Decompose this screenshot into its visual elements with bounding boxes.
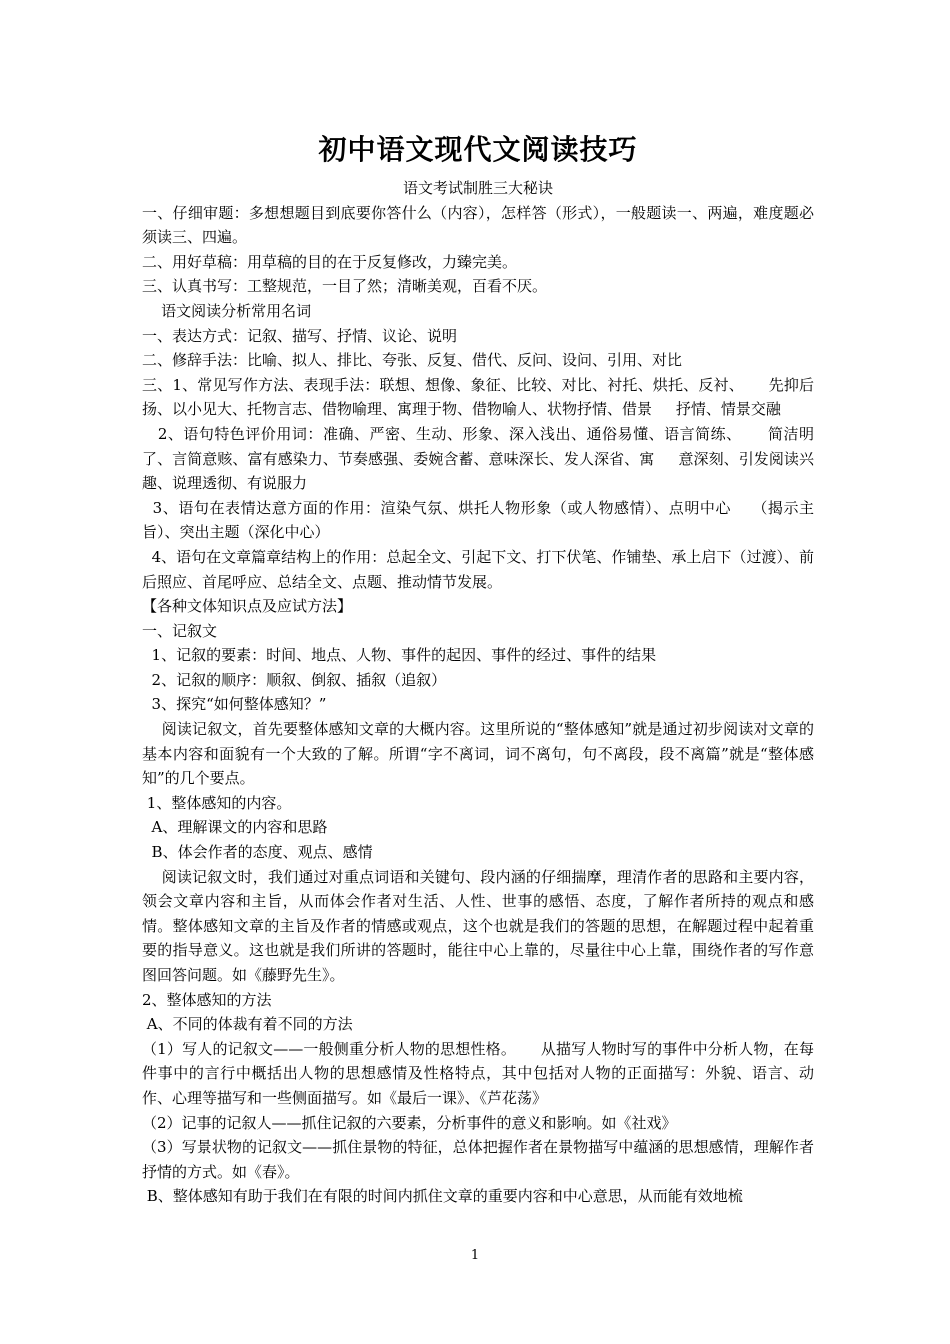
paragraph: （1）写人的记叙文——一般侧重分析人物的思想性格。 从描写人物时写的事件中分析人物，在每件事中的言行中概括出人物的思想感情及性格特点，其中包括对人物的正面描写：外貌、语言、动作、心理等描写和一些侧面描写。如《最后一课》、《芦花荡》: [142, 1039, 814, 1107]
page-number: 1: [470, 1248, 480, 1263]
paragraph: （3）写景状物的记叙文——抓住景物的特征，总体把握作者在景物描写中蕴涵的思想感情，理解作者抒情的方式。如《春》。: [142, 1138, 814, 1181]
paragraph: 阅读记叙文时，我们通过对重点词语和关键句、段内涵的仔细揣摩，理清作者的思路和主要内容，领会文章内容和主旨，从而体会作者对生活、人性、世事的感悟、态度，了解作者所持的观点和感情。整体感知文章的主旨及作者的情感或观点，这个也就是我们的答题的思想，在解题过程中起着重要的指导意义。这也就是我们所讲的答题时，能往中心上靠的，尽量往中心上靠，围绕作者的写作意图回答问题。如《藤野先生》。: [142, 867, 814, 984]
paragraph: 2、整体感知的方法: [142, 990, 272, 1009]
paragraph: 1、记叙的要素：时间、地点、人物、事件的起因、事件的经过、事件的结果: [142, 646, 657, 665]
paragraph: 3、语句在表情达意方面的作用：渲染气氛、烘托人物形象（或人物感情）、点明中心 （揭示主旨）、突出主题（深化中心）: [142, 498, 814, 542]
paragraph: 2、语句特色评价用词：准确、严密、生动、形象、深入浅出、通俗易懂、语言简练、 简洁明了、言简意赅、富有感染力、节奏感强、委婉含蓄、意味深长、发人深省、寓 意深刻、引发阅读兴趣、说理透彻、有说服力: [142, 424, 814, 493]
paragraph: B、整体感知有助于我们在有限的时间内抓住文章的重要内容和中心意思，从而能有效地梳: [142, 1187, 743, 1206]
document-title: 初中语文现代文阅读技巧: [318, 133, 638, 166]
paragraph: 三、1、常见写作方法、表现手法：联想、想像、象征、比较、对比、衬托、烘托、反衬、 先抑后扬、以小见大、托物言志、借物喻理、寓理于物、借物喻人、状物抒情、借景 抒情、情景交融: [142, 375, 814, 419]
paragraph: 三、认真书写：工整规范，一目了然；清晰美观，百看不厌。: [142, 277, 548, 296]
paragraph: A、不同的体裁有着不同的方法: [142, 1015, 353, 1034]
paragraph: 4、语句在文章篇章结构上的作用：总起全文、引起下文、打下伏笔、作铺垫、承上启下（过渡）、前后照应、首尾呼应、总结全文、点题、推动情节发展。: [142, 547, 814, 591]
paragraph: 语文阅读分析常用名词: [142, 301, 312, 320]
paragraph: 【各种文体知识点及应试方法】: [142, 597, 353, 616]
paragraph: 阅读记叙文，首先要整体感知文章的大概内容。这里所说的“整体感知”就是通过初步阅读对文章的基本内容和面貌有一个大致的了解。所谓“字不离词，词不离句，句不离段，段不离篇”就是“整体感知”的几个要点。: [142, 720, 814, 788]
paragraph-list: [142, 201, 814, 1209]
paragraph: （2）记事的记叙人——抓住记叙的六要素，分析事件的意义和影响。如《社戏》: [142, 1113, 677, 1132]
paragraph: 一、仔细审题：多想想题目到底要你答什么（内容），怎样答（形式），一般题读一、两遍，难度题必须读三、四遍。: [142, 203, 814, 247]
paragraph: 3、探究“如何整体感知？”: [142, 695, 327, 714]
paragraph: 1、整体感知的内容。: [142, 793, 292, 812]
paragraph: 二、修辞手法：比喻、拟人、排比、夸张、反复、借代、反问、设问、引用、对比: [142, 351, 683, 370]
paragraph: B、体会作者的态度、观点、感情: [142, 843, 373, 862]
document-body: [142, 128, 814, 1209]
paragraph: 二、用好草稿：用草稿的目的在于反复修改，力臻完美。: [142, 252, 518, 271]
paragraph: 一、记叙文: [142, 621, 218, 640]
paragraph: 一、表达方式：记叙、描写、抒情、议论、说明: [142, 326, 458, 345]
document-subtitle: 语文考试制胜三大秘诀: [402, 179, 553, 197]
paragraph: 2、记叙的顺序：顺叙、倒叙、插叙（追叙）: [142, 670, 447, 689]
paragraph: A、理解课文的内容和思路: [142, 818, 328, 837]
